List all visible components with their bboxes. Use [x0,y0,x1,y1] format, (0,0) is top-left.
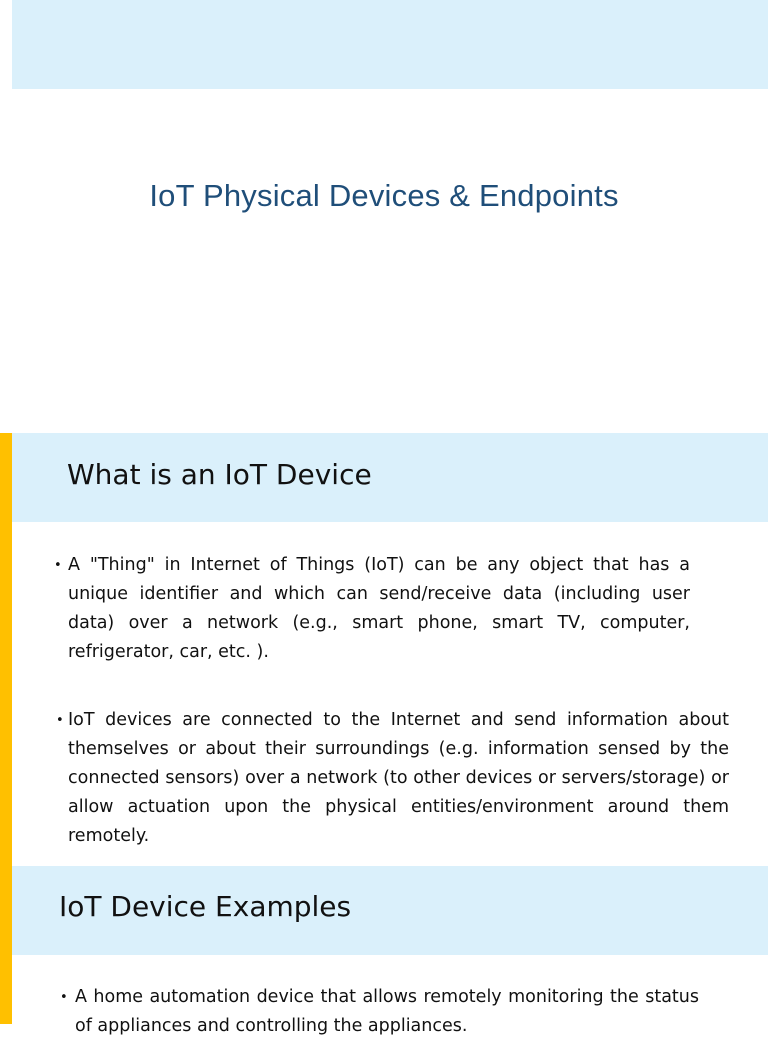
bullet-text: IoT devices are connected to the Internet and send information about themselves or about their surroundings (e.g. information sensed by the connected sensors) over a network (to other devices or servers/storage) or allow actuation upon the physical entities/environment around them remotely. [68,710,729,846]
bullet-point [60,983,699,1041]
accent-bar [0,433,12,1024]
bullet-point [54,551,690,667]
bullet-marker: • [56,713,64,728]
slide-title: IoT Physical Devices & Endpoints [149,178,619,213]
bullet-marker: • [54,558,62,573]
title-slide-header-band [12,0,768,89]
bullet-text: A "Thing" in Internet of Things (IoT) can be any object that has a unique identifier and which can send/receive data (including user data) over a network (e.g., smart phone, smart TV, computer, refrigerator, car, etc. ). [68,555,690,662]
section-header-band [12,866,768,955]
bullet-marker: • [60,990,68,1005]
section-header-band [12,433,768,522]
bullet-text: A home automation device that allows remotely monitoring the status of appliances and controlling the appliances. [75,987,699,1036]
bullet-point [56,706,729,851]
section-heading: What is an IoT Device [67,458,372,491]
section-heading: IoT Device Examples [59,890,352,923]
